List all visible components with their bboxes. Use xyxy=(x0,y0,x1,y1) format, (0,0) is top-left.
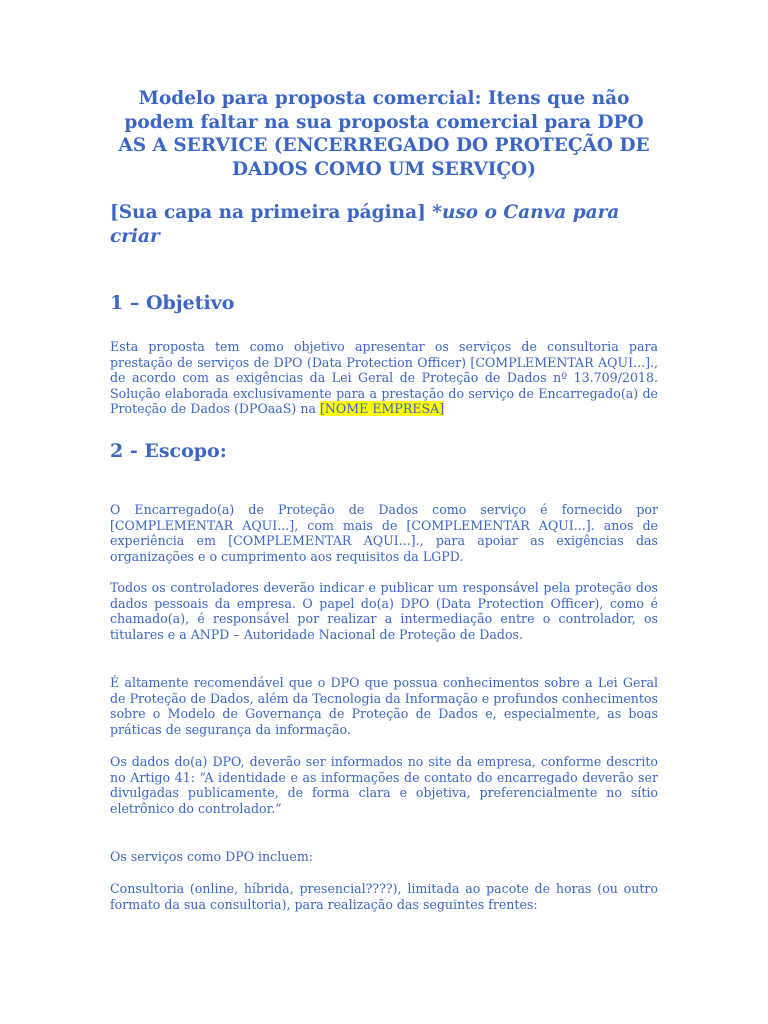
section-heading-objetivo: 1 – Objetivo xyxy=(110,292,235,314)
objetivo-paragraph xyxy=(110,339,658,417)
objetivo-paragraph-text: Esta proposta tem como objetivo apresentar os serviços de consultoria para prestação de serviços de DPO (Data Protection Officer) [COMPLEMENTAR AQUI...]., de acordo com as exigências da Lei Geral de Proteção de Dados nº 13.709/2018. Solução elaborada exclusivamente para a prestação do serviço de Encarregado(a) de Proteção de Dados (DPOaaS) na xyxy=(110,339,658,417)
cover-note xyxy=(110,201,658,248)
highlighted-company-name: [NOME EMPRESA] xyxy=(319,401,445,417)
escopo-paragraph-2: Todos os controladores deverão indicar e publicar um responsável pela proteção dos dados pessoais da empresa. O papel do(a) DPO (Data Protection Officer), como é chamado(a), é responsável por realizar a intermediação entre o controlador, os titulares e a ANPD – Autoridade Nacional de Proteção de Dados. xyxy=(110,580,658,642)
escopo-paragraph-5: Os serviços como DPO incluem: xyxy=(110,849,314,864)
escopo-paragraph-3: É altamente recomendável que o DPO que possua conhecimentos sobre a Lei Geral de Proteção de Dados, além da Tecnologia da Informação e profundos conhecimentos sobre o Modelo de Governança de Proteção de Dados e, especialmente, as boas práticas de segurança da informação. xyxy=(110,675,658,737)
document-title: Modelo para proposta comercial: Itens que não podem faltar na sua proposta comercial para DPO AS A SERVICE (ENCERREGADO DO PROTEÇÃO DE DADOS COMO UM SERVIÇO) xyxy=(118,88,650,180)
escopo-paragraph-6: Consultoria (online, híbrida, presencial????), limitada ao pacote de horas (ou outro formato da sua consultoria), para realização das seguintes frentes: xyxy=(110,881,658,912)
cover-note-italic: *uso o Canva para criar xyxy=(110,202,620,247)
section-heading-escopo: 2 - Escopo: xyxy=(110,440,227,462)
escopo-paragraph-4: Os dados do(a) DPO, deverão ser informados no site da empresa, conforme descrito no Artigo 41: “A identidade e as informações de contato do encarregado deverão ser divulgadas publicamente, de forma clara e objetiva, preferencialmente no sítio eletrônico do controlador.” xyxy=(110,754,658,816)
escopo-paragraph-1: O Encarregado(a) de Proteção de Dados como serviço é fornecido por [COMPLEMENTAR AQUI...], com mais de [COMPLEMENTAR AQUI...]. anos de experiência em [COMPLEMENTAR AQUI...]., para apoiar as exigências das organizações e o cumprimento aos requisitos da LGPD. xyxy=(110,502,658,564)
cover-note-text: [Sua capa na primeira página] xyxy=(110,202,433,223)
